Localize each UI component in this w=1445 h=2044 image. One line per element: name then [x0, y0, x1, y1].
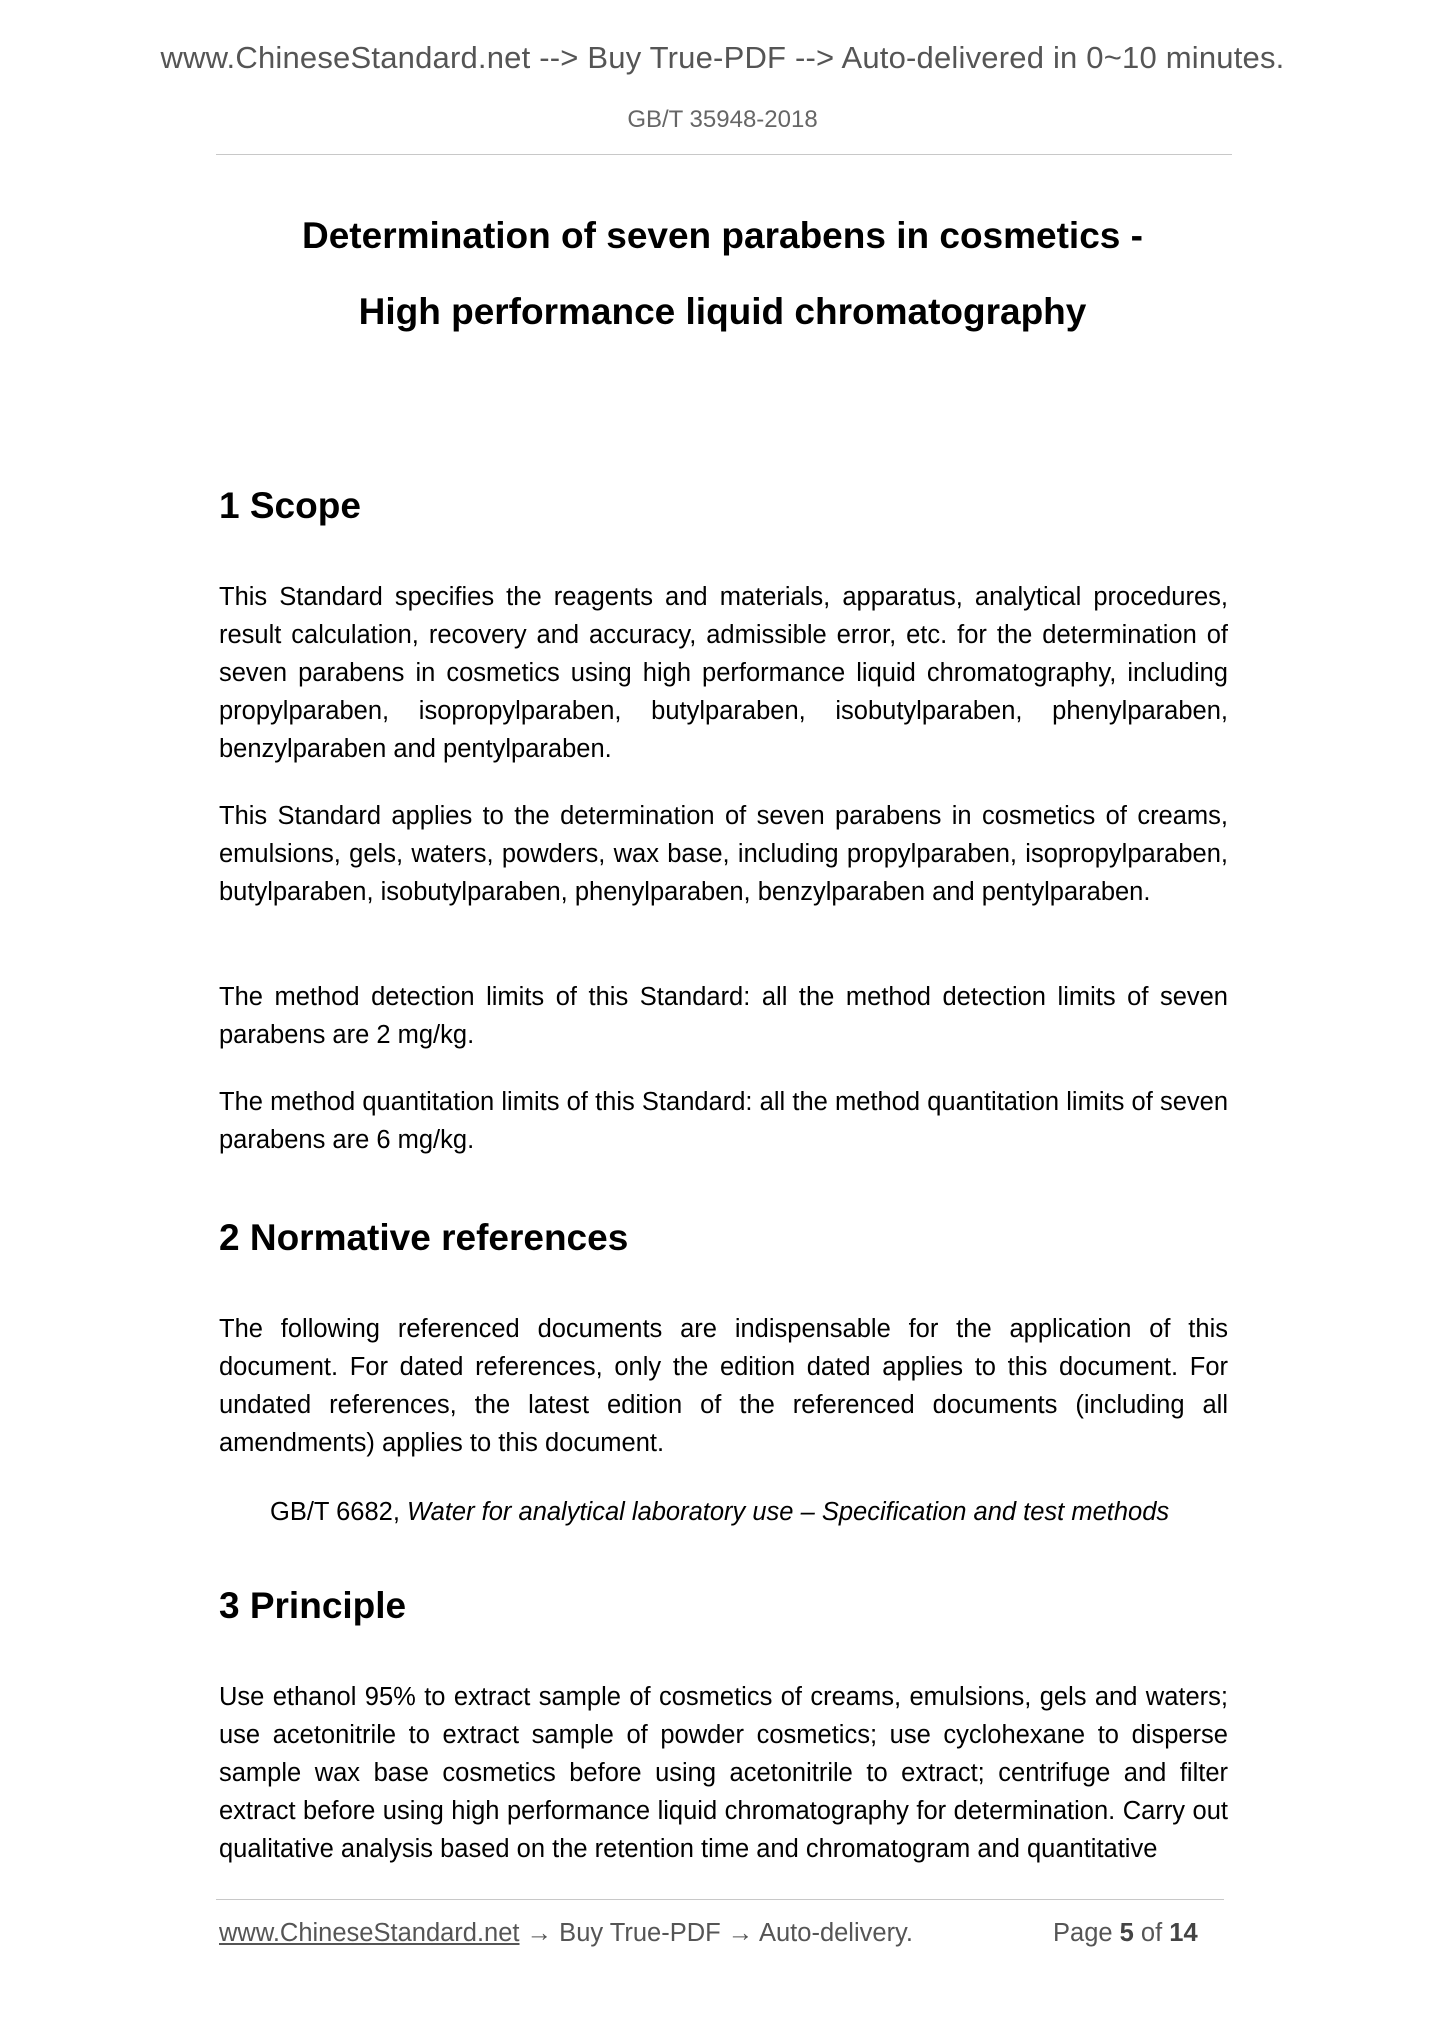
page-label: Page	[1053, 1919, 1120, 1947]
reference-code: GB/T 6682,	[270, 1498, 408, 1526]
footer-promo	[219, 1919, 913, 1948]
scope-paragraph-2: This Standard applies to the determination of seven parabens in cosmetics of creams, emulsions, gels, waters, powders, wax base, including propylparaben, isopropylparaben, butylparaben, isobutylparaben, phenylparaben, benzylparaben and pentylparaben.	[219, 802, 1228, 906]
scope-paragraph-1: This Standard specifies the reagents and materials, apparatus, analytical procedures, result calculation, recovery and accuracy, admissible error, etc. for the determination of seven parabens in cosmetics using high performance liquid chromatography, including propylparaben, isopropylparaben, butylparaben, isobutylparaben, phenylparaben, benzylparaben and pentylparaben.	[219, 583, 1228, 763]
download-banner: www.ChineseStandard.net --> Buy True-PDF --> Auto-delivered in 0~10 minutes.	[160, 40, 1285, 75]
scope-paragraph-4: The method quantitation limits of this Standard: all the method quantitation limits of seven parabens are 6 mg/kg.	[219, 1088, 1228, 1154]
of-label: of	[1133, 1919, 1170, 1947]
section-heading-principle: 3 Principle	[219, 1585, 407, 1626]
reference-title: Water for analytical laboratory use – Specification and test methods	[407, 1498, 1170, 1526]
normative-reference-entry	[270, 1493, 1169, 1531]
footer-divider	[216, 1899, 1224, 1900]
page-indicator	[1053, 1919, 1198, 1948]
section-heading-normative-references: 2 Normative references	[219, 1217, 629, 1258]
footer-site-link[interactable]: www.ChineseStandard.net	[219, 1919, 520, 1947]
document-id: GB/T 35948-2018	[627, 106, 818, 133]
normative-paragraph: The following referenced documents are indispensable for the application of this document. For dated references, only the edition dated applies to this document. For undated references, the latest edition of the referenced documents (including all amendments) applies to this document.	[219, 1315, 1228, 1457]
footer-tail: → Buy True-PDF → Auto-delivery.	[519, 1919, 913, 1947]
document-title-line-1: Determination of seven parabens in cosmetics -	[302, 215, 1143, 256]
page-number: 5	[1119, 1919, 1134, 1947]
scope-paragraph-3: The method detection limits of this Standard: all the method detection limits of seven parabens are 2 mg/kg.	[219, 983, 1228, 1049]
page-total: 14	[1169, 1919, 1198, 1947]
principle-paragraph: Use ethanol 95% to extract sample of cosmetics of creams, emulsions, gels and waters; use acetonitrile to extract sample of powder cosmetics; use cyclohexane to disperse sample wax base cosmetics before using acetonitrile to extract; centrifuge and filter extract before using high performance liquid chromatography for determination. Carry out qualitative analysis based on the retention time and chromatogram and quantitative	[219, 1683, 1228, 1863]
header-divider	[216, 154, 1232, 155]
document-title-line-2: High performance liquid chromatography	[358, 291, 1087, 332]
section-heading-scope: 1 Scope	[219, 485, 361, 526]
